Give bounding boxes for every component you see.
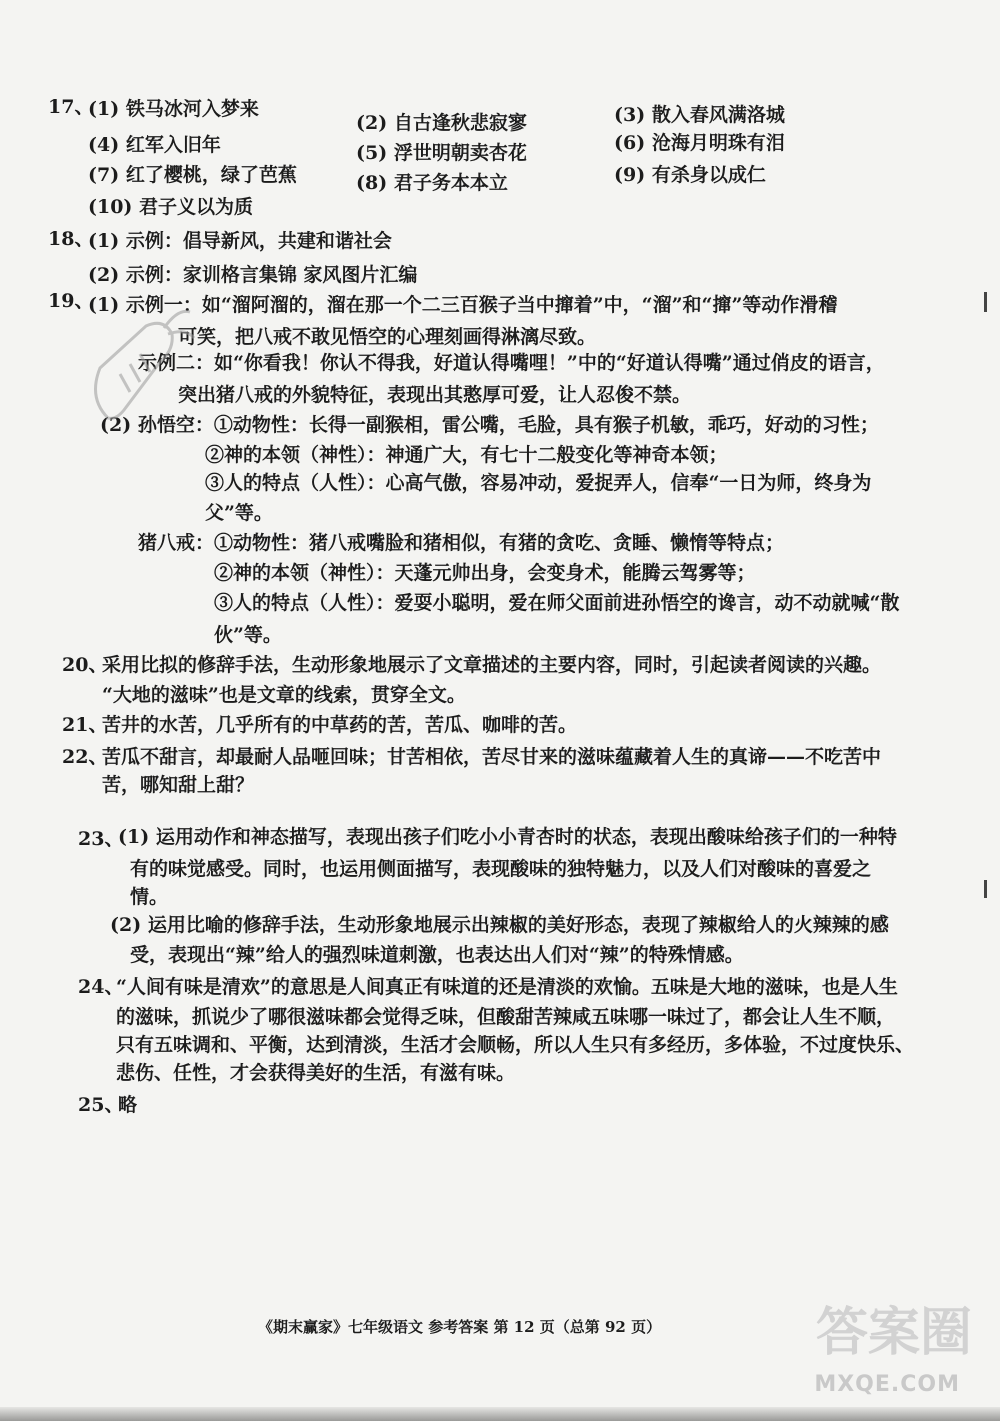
answer-item: (1) 铁马冰河入梦来 — [88, 98, 259, 120]
answer-item: (10) 君子义以为质 — [88, 196, 254, 218]
answer-line: 可笑，把八戒不敢见悟空的心理刻画得淋漓尽致。 — [178, 326, 597, 348]
answer-item: (7) 红了樱桃，绿了芭蕉 — [88, 164, 297, 186]
carrot-stamp-icon — [68, 298, 198, 438]
question-number: 19、 — [48, 290, 94, 312]
watermark-url: MXQE.COM — [814, 1372, 960, 1397]
answer-item: (2) 自古逢秋悲寂寥 — [356, 112, 527, 134]
answer-line: 只有五味调和、平衡，达到清淡，生活才会顺畅，所以人生只有多经历，多体验，不过度快乐、 — [116, 1034, 915, 1056]
question-number: 25、 — [78, 1094, 124, 1116]
scan-mark — [984, 880, 987, 898]
answer-line: 猪八戒：①动物性：猪八戒嘴脸和猪相似，有猪的贪吃、贪睡、懒惰等特点； — [138, 532, 785, 554]
answer-line: 悲伤、任性，才会获得美好的生活，有滋有味。 — [116, 1062, 516, 1084]
answer-line: ②神的本领（神性）：神通广大，有七十二般变化等神奇本领； — [205, 444, 728, 466]
answer-line: 略 — [118, 1094, 138, 1116]
answer-line: 采用比拟的修辞手法，生动形象地展示了文章描述的主要内容，同时，引起读者阅读的兴趣。 — [102, 654, 882, 676]
answer-item: (5) 浮世明朝卖杏花 — [356, 142, 527, 164]
answer-line: 的滋味，抓说少了哪很滋味都会觉得乏味，但酸甜苦辣咸五味哪一味过了，都会让人生不顺， — [116, 1006, 896, 1028]
answer-line: “人间有味是清欢”的意思是人间真正有味道的还是清淡的欢愉。五味是大地的滋味，也是人生 — [116, 976, 898, 998]
answer-line: (2) 示例：家训格言集锦 家风图片汇编 — [88, 264, 418, 286]
answer-line: ②神的本领（神性）：天蓬元帅出身，会变身术，能腾云驾雾等； — [214, 562, 756, 584]
answer-line: “大地的滋味”也是文章的线索，贯穿全文。 — [102, 684, 466, 706]
answer-line: 突出猪八戒的外貌特征，表现出其憨厚可爱，让人忍俊不禁。 — [178, 384, 692, 406]
answer-item: (3) 散入春风满洛城 — [614, 104, 785, 126]
scan-mark — [984, 292, 987, 312]
answer-line: 情。 — [130, 886, 169, 908]
answer-line: (1) 运用动作和神态描写，表现出孩子们吃小小青杏时的状态，表现出酸味给孩子们的一种特 — [118, 826, 897, 848]
answer-line: 父”等。 — [205, 502, 273, 524]
answer-item: (4) 红军入旧年 — [88, 134, 221, 156]
answer-line: (2) 孙悟空：①动物性：长得一副猴相，雷公嘴，毛脸，具有猴子机敏，乖巧，好动的习性； — [100, 414, 879, 436]
answer-item: (8) 君子务本本立 — [356, 172, 508, 194]
answer-line: (2) 运用比喻的修辞手法，生动形象地展示出辣椒的美好形态，表现了辣椒给人的火辣辣的感 — [110, 914, 889, 936]
answer-line: 伙”等。 — [214, 624, 282, 646]
answer-line: 苦井的水苦，几乎所有的中草药的苦，苦瓜、咖啡的苦。 — [102, 714, 578, 736]
question-number: 18、 — [48, 228, 94, 250]
question-number: 22、 — [62, 746, 108, 768]
answer-line: 有的味觉感受。同时，也运用侧面描写，表现酸味的独特魅力，以及人们对酸味的喜爱之 — [130, 858, 872, 880]
answer-line: (1) 示例：倡导新风，共建和谐社会 — [88, 230, 392, 252]
answer-line: 示例二：如“你看我！你认不得我，好道认得嘴哩！”中的“好道认得嘴”通过俏皮的语言， — [138, 352, 885, 374]
answer-item: (6) 沧海月明珠有泪 — [614, 132, 785, 154]
scan-edge — [0, 1407, 1000, 1421]
question-number: 24、 — [78, 976, 124, 998]
answer-line: 苦，哪知甜上甜？ — [102, 774, 255, 796]
answer-line: ③人的特点（人性）：爱耍小聪明，爱在师父面前进孙悟空的谗言，动不动就喊“散 — [214, 592, 900, 614]
answer-item: (9) 有杀身以成仁 — [614, 164, 766, 186]
question-number: 23、 — [78, 828, 124, 850]
answer-line: 受，表现出“辣”给人的强烈味道刺激，也表达出人们对“辣”的特殊情感。 — [130, 944, 744, 966]
question-number: 21、 — [62, 714, 108, 736]
answer-line: (1) 示例一：如“溜阿溜的，溜在那一个二三百猴子当中撺着”中，“溜”和“撺”等动作滑稽 — [88, 294, 838, 316]
answer-line: ③人的特点（人性）：心高气傲，容易冲动，爱捉弄人，信奉“一日为师，终身为 — [205, 472, 872, 494]
watermark-logo: 答案圈 — [815, 1303, 972, 1363]
page-footer: 《期末赢家》七年级语文 参考答案 第 12 页（总第 92 页） — [258, 1318, 662, 1336]
answer-line: 苦瓜不甜言，却最耐人品咂回味；甘苦相依，苦尽甘来的滋味蕴藏着人生的真谛——不吃苦中 — [102, 746, 882, 768]
question-number: 17、 — [48, 96, 94, 118]
question-number: 20、 — [62, 654, 108, 676]
